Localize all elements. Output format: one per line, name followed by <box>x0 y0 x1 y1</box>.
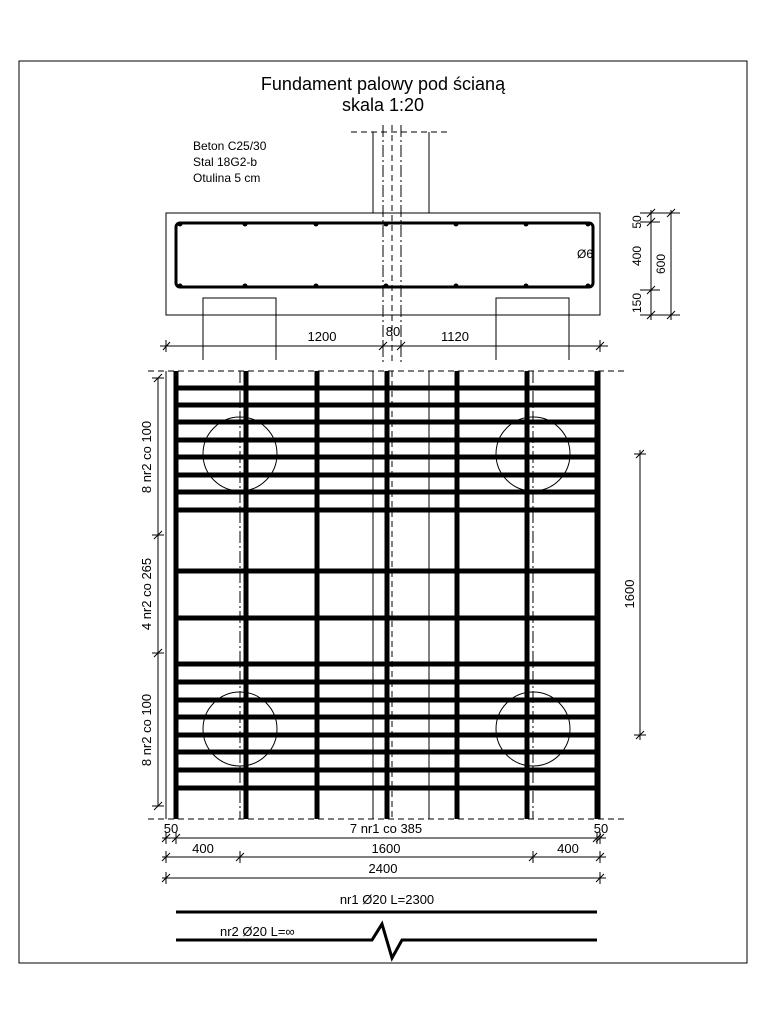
stirrup <box>176 223 593 287</box>
plan-bottom-dim-400-right: 400 <box>557 841 579 856</box>
plan-bottom-dim-50-left: 50 <box>163 821 179 836</box>
plan-left-dim-top: 8 nr2 co 100 <box>139 420 154 494</box>
section-dim-1200: 1200 <box>307 329 337 344</box>
section-dim-150: 150 <box>630 292 644 314</box>
title-line1: Fundament palowy pod ścianą <box>260 74 506 94</box>
plan-bottom-dim-rebar-spacing: 7 nr1 co 385 <box>349 821 423 836</box>
bar2-label: nr2 Ø20 L=∞ <box>220 924 295 939</box>
note-concrete: Beton C25/30 <box>193 139 267 153</box>
plan-right-dim: 1600 <box>622 579 637 609</box>
plan-bottom-dim-400-left: 400 <box>192 841 214 856</box>
section-dim-400: 400 <box>630 245 644 267</box>
plan-left-dim-bottom: 8 nr2 co 100 <box>139 693 154 767</box>
top-rebar-dots <box>178 222 594 289</box>
section-dim-50: 50 <box>630 215 644 229</box>
plan-left-dim-middle: 4 nr2 co 265 <box>139 557 154 631</box>
section-dim-600: 600 <box>654 253 668 275</box>
plan-bottom-dim-2400: 2400 <box>368 861 398 876</box>
note-steel: Stal 18G2-b <box>193 155 258 169</box>
stirrup-label: Ø6 <box>577 247 594 261</box>
plan-view <box>139 371 646 884</box>
bar-schedule <box>176 892 597 958</box>
pile-right <box>496 298 569 360</box>
section-dim-1120: 1120 <box>441 329 469 344</box>
pile-left <box>203 298 276 360</box>
note-cover: Otulina 5 cm <box>193 171 261 185</box>
section-dim-80: 80 <box>385 324 401 339</box>
bar1-label: nr1 Ø20 L=2300 <box>339 892 435 907</box>
plan-bottom-dim-1600: 1600 <box>371 841 401 856</box>
title-line2: skala 1:20 <box>341 95 425 115</box>
plan-bottom-dim-50-right: 50 <box>593 821 609 836</box>
